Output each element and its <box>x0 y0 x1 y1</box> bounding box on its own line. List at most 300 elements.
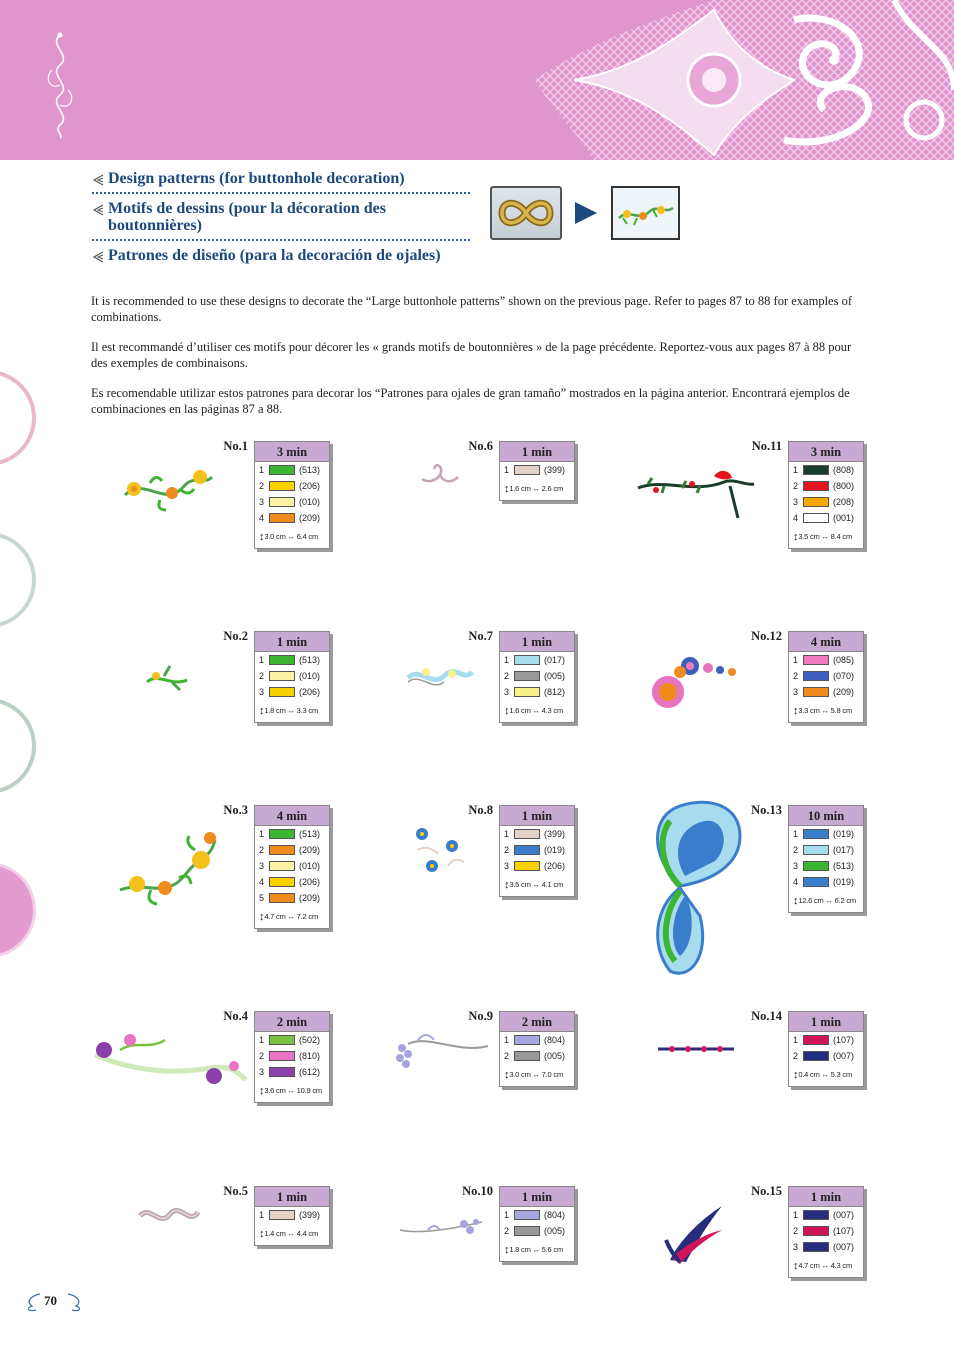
color-swatch <box>269 1210 295 1220</box>
pattern-image-2 <box>142 652 194 700</box>
color-row <box>255 510 329 526</box>
color-swatch <box>514 671 540 681</box>
color-swatch <box>803 1210 829 1220</box>
color-row <box>255 1207 329 1223</box>
height-arrow-icon: ↕ <box>259 1085 265 1098</box>
title-en <box>92 170 470 194</box>
color-swatch <box>803 481 829 491</box>
color-swatch <box>269 655 295 665</box>
color-swatch <box>514 465 540 475</box>
color-swatch <box>514 655 540 665</box>
section-tab-3[interactable] <box>0 698 36 794</box>
thread-code: (019) <box>833 877 855 887</box>
pattern-size <box>255 526 329 548</box>
thread-code: (010) <box>299 671 321 681</box>
pattern-image-3 <box>115 820 221 920</box>
header-band <box>0 0 954 160</box>
color-row <box>789 858 863 874</box>
thread-code: (513) <box>299 465 321 475</box>
color-row <box>255 668 329 684</box>
color-swatch <box>269 893 295 903</box>
pattern-image-13 <box>640 796 748 980</box>
pattern-size <box>789 890 863 912</box>
pattern-number: No.8 <box>468 803 493 817</box>
color-row <box>500 1207 574 1223</box>
height-arrow-icon: ↕ <box>504 705 510 718</box>
color-swatch <box>269 877 295 887</box>
thread-color-card <box>499 1011 575 1087</box>
color-swatch <box>514 1051 540 1061</box>
color-swatch <box>269 1067 295 1077</box>
title-text-fr: Motifs de dessins (pour la décoration des boutonnières) <box>108 200 386 234</box>
size-text: 0.4 cm ↔ 5.3 cm <box>798 1070 852 1079</box>
section-tab-1[interactable] <box>0 370 36 466</box>
thread-color-card <box>254 1186 330 1246</box>
thread-code: (085) <box>833 655 855 665</box>
thread-code: (208) <box>833 497 855 507</box>
color-swatch <box>269 687 295 697</box>
color-order: 3 <box>793 861 799 871</box>
color-order: 3 <box>504 861 510 871</box>
color-row <box>789 684 863 700</box>
color-order: 2 <box>793 481 799 491</box>
pattern-size <box>789 526 863 548</box>
pattern-number: No.11 <box>751 439 782 453</box>
color-row <box>255 652 329 668</box>
pattern-number: No.7 <box>468 629 493 643</box>
color-swatch <box>803 861 829 871</box>
color-swatch <box>803 687 829 697</box>
color-row <box>255 1032 329 1048</box>
color-row <box>255 478 329 494</box>
color-row <box>500 462 574 478</box>
thread-code: (107) <box>833 1226 855 1236</box>
pattern-number: No.9 <box>468 1009 493 1023</box>
color-swatch <box>269 513 295 523</box>
height-arrow-icon: ↕ <box>793 895 799 908</box>
intro-text-en: It is recommended to use these designs to decorate the “Large buttonhole patterns” shown on the previous page. Refer to pages 87 to 88 for examples of combinations. <box>91 294 853 324</box>
title-text-en: Design patterns (for buttonhole decoration) <box>108 170 405 187</box>
height-arrow-icon: ↕ <box>504 1069 510 1082</box>
color-row <box>789 1239 863 1255</box>
color-row <box>789 842 863 858</box>
color-row <box>789 874 863 890</box>
height-arrow-icon: ↕ <box>793 1260 799 1273</box>
thread-code: (019) <box>833 829 855 839</box>
color-order: 1 <box>259 465 265 475</box>
color-swatch <box>269 1035 295 1045</box>
color-row <box>500 842 574 858</box>
thread-code: (017) <box>544 655 566 665</box>
color-swatch <box>269 861 295 871</box>
color-order: 2 <box>793 1226 799 1236</box>
sewing-time: 3 min <box>255 442 329 462</box>
size-text: 3.5 cm ↔ 4.1 cm <box>509 880 563 889</box>
thread-color-card <box>499 805 575 897</box>
color-row <box>255 874 329 890</box>
thread-code: (804) <box>544 1035 566 1045</box>
thread-code: (812) <box>544 687 566 697</box>
color-row <box>255 1064 329 1080</box>
thread-color-card <box>788 441 864 549</box>
height-arrow-icon: ↕ <box>504 1244 510 1257</box>
color-order: 1 <box>504 829 510 839</box>
thread-color-card <box>788 631 864 723</box>
pattern-size <box>500 874 574 896</box>
height-arrow-icon: ↕ <box>259 705 265 718</box>
color-order: 5 <box>259 893 265 903</box>
color-order: 1 <box>504 655 510 665</box>
sewing-time: 1 min <box>255 632 329 652</box>
thread-code: (206) <box>299 877 321 887</box>
section-titles <box>92 170 470 275</box>
thread-code: (612) <box>299 1067 321 1077</box>
color-order: 4 <box>259 877 265 887</box>
lace-ornament-icon <box>534 0 954 160</box>
thread-code: (019) <box>544 845 566 855</box>
thread-code: (399) <box>299 1210 321 1220</box>
pattern-size <box>500 700 574 722</box>
title-fr <box>92 200 470 241</box>
thread-code: (209) <box>833 687 855 697</box>
height-arrow-icon: ↕ <box>504 879 510 892</box>
thread-code: (804) <box>544 1210 566 1220</box>
pattern-image-12 <box>650 648 740 714</box>
color-swatch <box>514 861 540 871</box>
color-row <box>789 652 863 668</box>
decoration-pattern-key-icon <box>611 186 680 240</box>
thread-code: (209) <box>299 845 321 855</box>
color-order: 3 <box>793 497 799 507</box>
size-text: 1.8 cm ↔ 3.3 cm <box>264 706 318 715</box>
size-text: 1.6 cm ↔ 2.6 cm <box>509 484 563 493</box>
thread-code: (399) <box>544 829 566 839</box>
thread-code: (808) <box>833 465 855 475</box>
color-row <box>500 1032 574 1048</box>
pattern-number: No.5 <box>223 1184 248 1198</box>
color-row <box>500 1223 574 1239</box>
color-row <box>500 668 574 684</box>
pattern-number: No.15 <box>751 1184 782 1198</box>
color-swatch <box>269 671 295 681</box>
pattern-number: No.12 <box>751 629 782 643</box>
color-order: 2 <box>504 1051 510 1061</box>
color-swatch <box>803 1242 829 1252</box>
color-row <box>255 1048 329 1064</box>
size-text: 3.6 cm ↔ 10.9 cm <box>264 1086 322 1095</box>
color-swatch <box>269 465 295 475</box>
color-order: 3 <box>504 687 510 697</box>
color-swatch <box>514 1226 540 1236</box>
color-swatch <box>803 1035 829 1045</box>
pattern-size <box>789 1064 863 1086</box>
color-swatch <box>803 1226 829 1236</box>
color-row <box>255 842 329 858</box>
color-order: 1 <box>793 1035 799 1045</box>
size-text: 12.6 cm ↔ 6.2 cm <box>798 896 856 905</box>
thread-color-card <box>788 1186 864 1278</box>
height-arrow-icon: ↕ <box>259 1228 265 1241</box>
color-swatch <box>803 877 829 887</box>
thread-code: (007) <box>833 1051 855 1061</box>
color-row <box>255 494 329 510</box>
height-arrow-icon: ↕ <box>793 531 799 544</box>
thread-code: (005) <box>544 1226 566 1236</box>
height-arrow-icon: ↕ <box>793 1069 799 1082</box>
color-row <box>789 1207 863 1223</box>
color-order: 2 <box>259 671 265 681</box>
thread-code: (513) <box>299 655 321 665</box>
color-row <box>789 494 863 510</box>
title-text-es: Patrones de diseño (para la decoración de ojales) <box>108 247 441 264</box>
color-order: 2 <box>504 1226 510 1236</box>
color-swatch <box>269 845 295 855</box>
color-order: 3 <box>259 687 265 697</box>
sewing-time: 4 min <box>255 806 329 826</box>
pattern-size <box>255 700 329 722</box>
color-order: 2 <box>259 845 265 855</box>
color-order: 3 <box>259 497 265 507</box>
color-order: 2 <box>793 845 799 855</box>
color-order: 2 <box>793 671 799 681</box>
pattern-image-7 <box>406 652 474 698</box>
color-swatch <box>514 829 540 839</box>
thread-color-card <box>254 631 330 723</box>
sewing-time: 2 min <box>500 1012 574 1032</box>
size-text: 3.5 cm ↔ 8.4 cm <box>798 532 852 541</box>
pattern-image-10 <box>398 1208 484 1246</box>
color-row <box>789 1032 863 1048</box>
color-order: 3 <box>259 861 265 871</box>
sewing-time: 1 min <box>255 1187 329 1207</box>
thread-code: (810) <box>299 1051 321 1061</box>
color-row <box>789 1048 863 1064</box>
thread-code: (007) <box>833 1242 855 1252</box>
thread-code: (070) <box>833 671 855 681</box>
color-order: 2 <box>504 845 510 855</box>
color-swatch <box>514 1210 540 1220</box>
size-text: 1.6 cm ↔ 4.3 cm <box>509 706 563 715</box>
pattern-number: No.6 <box>468 439 493 453</box>
color-order: 1 <box>259 1210 265 1220</box>
pattern-size <box>255 1223 329 1245</box>
color-swatch <box>514 845 540 855</box>
color-row <box>255 890 329 906</box>
pattern-size <box>500 1064 574 1086</box>
color-swatch <box>269 829 295 839</box>
color-row <box>789 462 863 478</box>
height-arrow-icon: ↕ <box>793 705 799 718</box>
size-text: 1.4 cm ↔ 4.4 cm <box>264 1229 318 1238</box>
section-tab-2[interactable] <box>0 532 36 628</box>
color-swatch <box>803 845 829 855</box>
color-order: 2 <box>259 481 265 491</box>
sewing-time: 2 min <box>255 1012 329 1032</box>
thread-color-card <box>499 631 575 723</box>
thread-code: (209) <box>299 513 321 523</box>
sewing-time: 1 min <box>500 1187 574 1207</box>
color-row <box>789 826 863 842</box>
infinity-icon <box>492 188 560 238</box>
size-text: 4.7 cm ↔ 7.2 cm <box>264 912 318 921</box>
pattern-number: No.10 <box>462 1184 493 1198</box>
size-text: 1.8 cm ↔ 5.6 cm <box>509 1245 563 1254</box>
title-arrow-icon <box>92 174 104 186</box>
thread-code: (007) <box>833 1210 855 1220</box>
color-row <box>789 510 863 526</box>
pattern-number: No.4 <box>223 1009 248 1023</box>
pattern-image-1 <box>120 455 215 520</box>
thread-color-card <box>254 1011 330 1103</box>
thread-code: (206) <box>299 481 321 491</box>
buttonhole-key-icon <box>490 186 562 240</box>
color-order: 1 <box>504 1035 510 1045</box>
section-tab-4-active[interactable] <box>0 862 36 958</box>
pattern-image-5 <box>136 1198 202 1232</box>
color-row <box>500 1048 574 1064</box>
title-es <box>92 247 470 269</box>
pattern-size <box>789 1255 863 1277</box>
pattern-number: No.2 <box>223 629 248 643</box>
color-order: 1 <box>793 1210 799 1220</box>
pattern-size <box>789 700 863 722</box>
thread-code: (502) <box>299 1035 321 1045</box>
color-order: 4 <box>259 513 265 523</box>
pattern-image-9 <box>388 1024 490 1080</box>
color-order: 1 <box>259 1035 265 1045</box>
thread-code: (005) <box>544 671 566 681</box>
color-order: 1 <box>504 465 510 475</box>
height-arrow-icon: ↕ <box>259 911 265 924</box>
thread-code: (513) <box>299 829 321 839</box>
color-swatch <box>803 497 829 507</box>
thread-code: (017) <box>833 845 855 855</box>
color-order: 2 <box>504 671 510 681</box>
color-order: 1 <box>504 1210 510 1220</box>
pattern-image-14 <box>656 1042 736 1056</box>
pattern-size <box>500 1239 574 1261</box>
page-number <box>22 1290 86 1314</box>
size-text: 3.0 cm ↔ 6.4 cm <box>264 532 318 541</box>
pattern-number: No.1 <box>223 439 248 453</box>
pattern-number: No.13 <box>751 803 782 817</box>
sewing-time: 1 min <box>500 806 574 826</box>
color-row <box>500 826 574 842</box>
intro-text-fr: Il est recommandé d’utiliser ces motifs pour décorer les « grands motifs de boutonnières » de la page précédente. Reportez-vous aux pages 87 à 88 pour des exemples de combinaisons. <box>91 340 852 370</box>
thread-code: (206) <box>544 861 566 871</box>
thread-code: (107) <box>833 1035 855 1045</box>
color-swatch <box>803 829 829 839</box>
color-row <box>789 668 863 684</box>
size-text: 3.0 cm ↔ 7.0 cm <box>509 1070 563 1079</box>
thread-code: (010) <box>299 861 321 871</box>
pattern-number: No.3 <box>223 803 248 817</box>
thread-color-card <box>788 1011 864 1087</box>
thread-code: (513) <box>833 861 855 871</box>
color-order: 1 <box>259 829 265 839</box>
pattern-size <box>500 478 574 500</box>
color-swatch <box>269 481 295 491</box>
intro-text-es: Es recomendable utilizar estos patrones para decorar los “Patrones para ojales de gran tamaño” mostrados en la página anterior. Encontrará ejemplos de combinaciones en las páginas 87 a 88. <box>91 386 850 416</box>
color-row <box>255 684 329 700</box>
pattern-size <box>255 906 329 928</box>
thread-color-card <box>254 441 330 549</box>
color-swatch <box>514 1035 540 1045</box>
color-order: 3 <box>793 1242 799 1252</box>
pattern-image-6 <box>418 455 462 487</box>
color-row <box>255 826 329 842</box>
color-swatch <box>803 465 829 475</box>
color-order: 1 <box>793 655 799 665</box>
thread-code: (001) <box>833 513 855 523</box>
color-order: 1 <box>793 465 799 475</box>
arrow-right-icon <box>575 202 597 224</box>
page-number-text: 70 <box>44 1293 57 1308</box>
floral-pattern-icon <box>613 188 678 238</box>
thread-color-card <box>499 1186 575 1262</box>
title-arrow-icon <box>92 204 104 216</box>
color-order: 3 <box>259 1067 265 1077</box>
sewing-time: 1 min <box>789 1012 863 1032</box>
pattern-image-8 <box>408 820 472 882</box>
sewing-time: 3 min <box>789 442 863 462</box>
color-row <box>255 462 329 478</box>
color-row <box>255 858 329 874</box>
thread-code: (209) <box>299 893 321 903</box>
size-text: 3.3 cm ↔ 5.8 cm <box>798 706 852 715</box>
pattern-size <box>255 1080 329 1102</box>
thread-color-card <box>788 805 864 913</box>
color-order: 2 <box>259 1051 265 1061</box>
color-order: 1 <box>259 655 265 665</box>
color-row <box>789 1223 863 1239</box>
title-arrow-icon <box>92 251 104 263</box>
color-order: 4 <box>793 513 799 523</box>
height-arrow-icon: ↕ <box>504 483 510 496</box>
color-row <box>500 858 574 874</box>
color-row <box>500 652 574 668</box>
sewing-time: 1 min <box>500 442 574 462</box>
color-swatch <box>803 513 829 523</box>
sewing-time: 4 min <box>789 632 863 652</box>
thread-code: (206) <box>299 687 321 697</box>
color-order: 2 <box>793 1051 799 1061</box>
sewing-time: 10 min <box>789 806 863 826</box>
color-swatch <box>803 1051 829 1061</box>
pattern-number: No.14 <box>751 1009 782 1023</box>
size-text: 4.7 cm ↔ 4.3 cm <box>798 1261 852 1270</box>
thread-code: (005) <box>544 1051 566 1061</box>
sewing-time: 1 min <box>500 632 574 652</box>
pattern-image-11 <box>634 458 758 528</box>
color-swatch <box>514 687 540 697</box>
color-swatch <box>269 497 295 507</box>
color-row <box>789 478 863 494</box>
thread-color-card <box>254 805 330 929</box>
color-order: 1 <box>793 829 799 839</box>
color-swatch <box>803 671 829 681</box>
pattern-image-15 <box>660 1200 726 1270</box>
color-order: 4 <box>793 877 799 887</box>
color-order: 3 <box>793 687 799 697</box>
sewing-time: 1 min <box>789 1187 863 1207</box>
color-row <box>500 684 574 700</box>
color-swatch <box>269 1051 295 1061</box>
color-swatch <box>803 655 829 665</box>
scroll-ornament-icon <box>40 30 80 140</box>
thread-code: (010) <box>299 497 321 507</box>
thread-code: (399) <box>544 465 566 475</box>
